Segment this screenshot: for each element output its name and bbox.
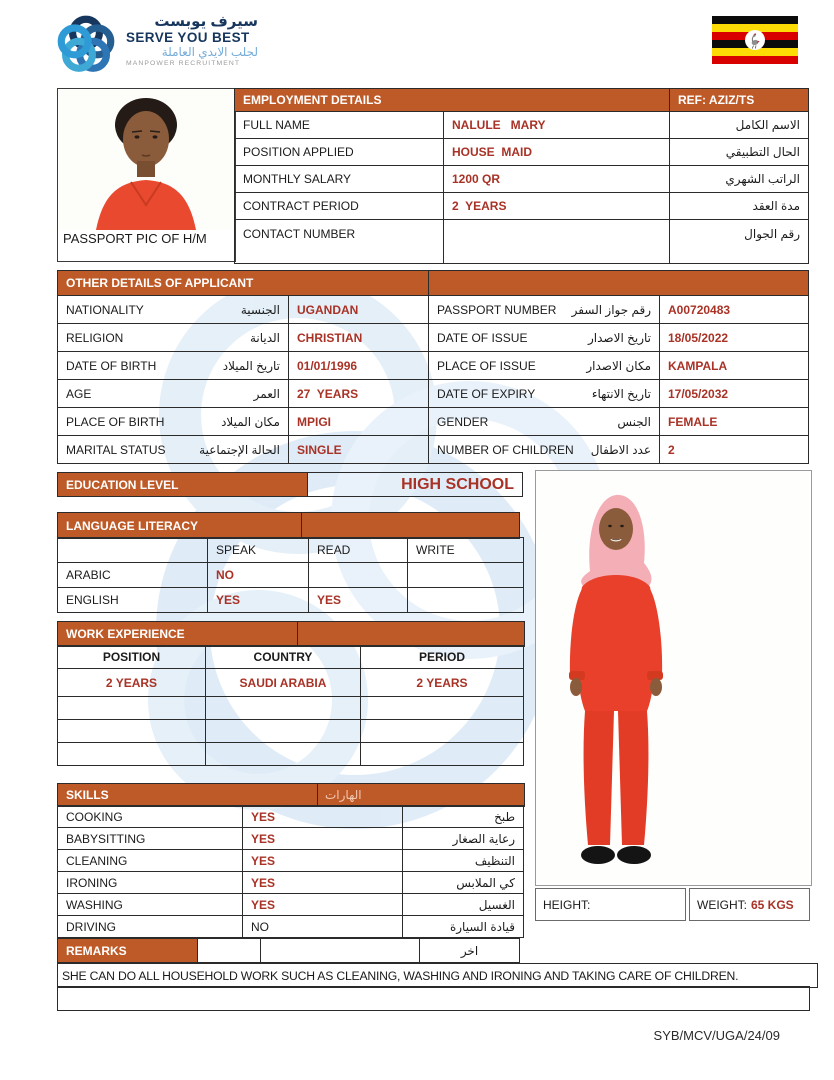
field-label-arabic: مدة العقد: [670, 193, 809, 220]
passport-photo: [58, 89, 233, 230]
skills-title: SKILLS: [58, 784, 318, 806]
column-header: SPEAK: [208, 538, 309, 563]
skill-label-arabic: التنظيف: [403, 850, 524, 872]
field-label: MONTHLY SALARY: [235, 166, 444, 193]
other-details-table: [57, 270, 809, 464]
table-row: [235, 166, 809, 193]
remarks-text: SHE CAN DO ALL HOUSEHOLD WORK SUCH AS CLEANING, WASHING AND IRONING AND TAKING CARE OF CHILDREN.: [57, 963, 818, 988]
education-level-cell: [308, 472, 523, 497]
employment-details-title: EMPLOYMENT DETAILS: [235, 89, 670, 112]
language-label: ENGLISH: [58, 588, 208, 613]
skills-table: [57, 805, 524, 938]
full-body-photo-box: [535, 470, 812, 886]
field-label-arabic: الحالة الإجتماعية: [199, 442, 280, 457]
field-label-arabic: الجنسية: [240, 302, 280, 317]
skill-value: YES: [243, 806, 403, 828]
column-header-row: [58, 538, 524, 563]
skill-value: NO: [243, 916, 403, 938]
uganda-flag-icon: [712, 16, 798, 64]
field-value: 18/05/2022: [660, 324, 809, 352]
language-literacy-table: [57, 537, 524, 613]
column-header: READ: [309, 538, 408, 563]
field-label: PASSPORT NUMBER: [437, 302, 557, 317]
field-value: NALULE MARY: [444, 112, 670, 139]
other-details-title: OTHER DETAILS OF APPLICANT: [58, 271, 429, 296]
field-value: 17/05/2032: [660, 380, 809, 408]
skill-label-arabic: الغسيل: [403, 894, 524, 916]
field-label: CONTACT NUMBER: [235, 220, 444, 264]
column-header: WRITE: [408, 538, 524, 563]
remarks-title: REMARKS: [57, 938, 198, 963]
table-row: [58, 872, 524, 894]
skill-label-arabic: رعاية الصغار: [403, 828, 524, 850]
field-label-arabic: رقم جواز السفر: [571, 302, 651, 317]
column-header: PERIOD: [361, 646, 524, 669]
agency-name-english: SERVE YOU BEST: [126, 30, 250, 45]
field-label-arabic: تاريخ الانتهاء: [591, 386, 651, 401]
work-experience-title: WORK EXPERIENCE: [58, 622, 298, 646]
table-row: [58, 324, 809, 352]
field-label: FULL NAME: [235, 112, 444, 139]
weight-value: 65 KGS: [751, 897, 794, 912]
agency-name-arabic: سيرف يوبست: [154, 13, 258, 30]
language-literacy-title: LANGUAGE LITERACY: [58, 513, 302, 538]
field-value: 01/01/1996: [289, 352, 429, 380]
field-label: RELIGION: [66, 330, 124, 345]
field-label-arabic: عدد الاطفال: [590, 442, 651, 457]
agency-tagline-english: MANPOWER RECRUITMENT: [126, 60, 241, 67]
field-value: [444, 220, 670, 264]
table-row: [58, 894, 524, 916]
table-row: [58, 850, 524, 872]
height-label: HEIGHT:: [543, 897, 591, 912]
field-label: GENDER: [437, 414, 489, 429]
table-row: [235, 112, 809, 139]
agency-logo: [55, 12, 258, 78]
height-weight-row: [535, 888, 810, 921]
period-value: 2 YEARS: [361, 669, 524, 697]
field-value: UGANDAN: [289, 296, 429, 324]
remarks-spacer-cell: [198, 938, 261, 963]
field-value: 2: [660, 436, 809, 464]
field-label: PLACE OF ISSUE: [437, 358, 536, 373]
speak-value: YES: [208, 588, 309, 613]
column-header: POSITION: [58, 646, 206, 669]
field-label-arabic: العمر: [253, 386, 280, 401]
skill-label: IRONING: [58, 872, 243, 894]
table-row: [58, 669, 524, 697]
skill-label-arabic: كي الملابس: [403, 872, 524, 894]
other-details-header-spacer: [429, 271, 809, 296]
skill-value: YES: [243, 872, 403, 894]
read-value: [309, 563, 408, 588]
field-label-arabic: رقم الجوال: [670, 220, 809, 264]
table-row: [58, 296, 809, 324]
field-value: CHRISTIAN: [289, 324, 429, 352]
table-row: [58, 352, 809, 380]
field-label: MARITAL STATUS: [66, 442, 166, 457]
skill-value: YES: [243, 894, 403, 916]
table-row: [235, 139, 809, 166]
remarks-spacer-cell: [261, 938, 420, 963]
remarks-header-row: [57, 938, 520, 963]
field-label: DATE OF ISSUE: [437, 330, 528, 345]
agency-text-block: [126, 12, 258, 67]
field-label: NATIONALITY: [66, 302, 144, 317]
field-label: DATE OF BIRTH: [66, 358, 157, 373]
table-row: [58, 916, 524, 938]
field-value: 2 YEARS: [444, 193, 670, 220]
work-experience-table: [57, 645, 524, 766]
table-row: [58, 436, 809, 464]
table-row: [235, 220, 809, 264]
education-level-header: EDUCATION LEVEL: [57, 472, 308, 497]
field-value: SINGLE: [289, 436, 429, 464]
work-experience-header: [57, 621, 525, 647]
skill-value: YES: [243, 828, 403, 850]
write-value: [408, 588, 524, 613]
skill-label: DRIVING: [58, 916, 243, 938]
education-level-row: [57, 472, 523, 497]
table-row: [58, 743, 524, 766]
table-row: [58, 806, 524, 828]
field-value: KAMPALA: [660, 352, 809, 380]
skill-value: YES: [243, 850, 403, 872]
other-details-header-row: [58, 271, 809, 296]
skill-label-arabic: طبخ: [403, 806, 524, 828]
field-label: DATE OF EXPIRY: [437, 386, 536, 401]
field-label-arabic: مكان الميلاد: [221, 414, 280, 429]
field-label: NUMBER OF CHILDREN: [437, 442, 574, 457]
field-label-arabic: الحال التطبيقي: [670, 139, 809, 166]
skill-label: COOKING: [58, 806, 243, 828]
table-row: [58, 588, 524, 613]
field-label-arabic: الراتب الشهري: [670, 166, 809, 193]
language-literacy-header: [57, 512, 520, 539]
speak-value: NO: [208, 563, 309, 588]
skill-label: BABYSITTING: [58, 828, 243, 850]
passport-photo-box: [57, 88, 236, 262]
education-level-value: HIGH SCHOOL: [401, 475, 514, 493]
field-label-arabic: تاريخ الاصدار: [587, 330, 651, 345]
reference-number: REF: AZIZ/TS: [670, 89, 809, 112]
field-value: A00720483: [660, 296, 809, 324]
document-reference-code: SYB/MCV/UGA/24/09: [653, 1028, 780, 1043]
full-body-photo: [536, 471, 809, 883]
logo-knot-icon: [55, 12, 117, 78]
skills-header: [57, 783, 525, 807]
skills-title-arabic: الهارات: [325, 788, 362, 802]
field-value: 1200 QR: [444, 166, 670, 193]
field-value: HOUSE MAID: [444, 139, 670, 166]
table-row: [58, 720, 524, 743]
write-value: [408, 563, 524, 588]
table-row: [58, 697, 524, 720]
employment-header-row: [235, 89, 809, 112]
employment-details-table: [234, 88, 809, 264]
table-row: [235, 193, 809, 220]
field-label: POSITION APPLIED: [235, 139, 444, 166]
table-row: [58, 563, 524, 588]
field-label-arabic: الاسم الكامل: [670, 112, 809, 139]
field-label: CONTRACT PERIOD: [235, 193, 444, 220]
passport-photo-caption: PASSPORT PIC OF H/M: [63, 231, 207, 246]
remarks-title-arabic: اخر: [420, 938, 520, 963]
language-label: ARABIC: [58, 563, 208, 588]
column-header-row: [58, 646, 524, 669]
height-cell: [535, 888, 686, 921]
field-label: PLACE OF BIRTH: [66, 414, 165, 429]
table-row: [58, 828, 524, 850]
field-label-arabic: الجنس: [617, 414, 651, 429]
skill-label-arabic: قيادة السيارة: [403, 916, 524, 938]
table-row: [58, 408, 809, 436]
weight-label: WEIGHT:: [697, 897, 747, 912]
field-label-arabic: تاريخ الميلاد: [222, 358, 280, 373]
skill-label: CLEANING: [58, 850, 243, 872]
position-value: 2 YEARS: [58, 669, 206, 697]
agency-tagline-arabic: لجلب الايدي العاملة: [161, 45, 258, 59]
weight-cell: [689, 888, 810, 921]
country-value: SAUDI ARABIA: [206, 669, 361, 697]
field-value: 27 YEARS: [289, 380, 429, 408]
table-row: [58, 380, 809, 408]
field-label-arabic: الديانة: [249, 330, 280, 345]
field-label: AGE: [66, 386, 92, 401]
read-value: YES: [309, 588, 408, 613]
remarks-empty-row: [57, 986, 810, 1011]
field-label-arabic: مكان الاصدار: [586, 358, 651, 373]
field-value: MPIGI: [289, 408, 429, 436]
column-header: COUNTRY: [206, 646, 361, 669]
field-value: FEMALE: [660, 408, 809, 436]
skill-label: WASHING: [58, 894, 243, 916]
